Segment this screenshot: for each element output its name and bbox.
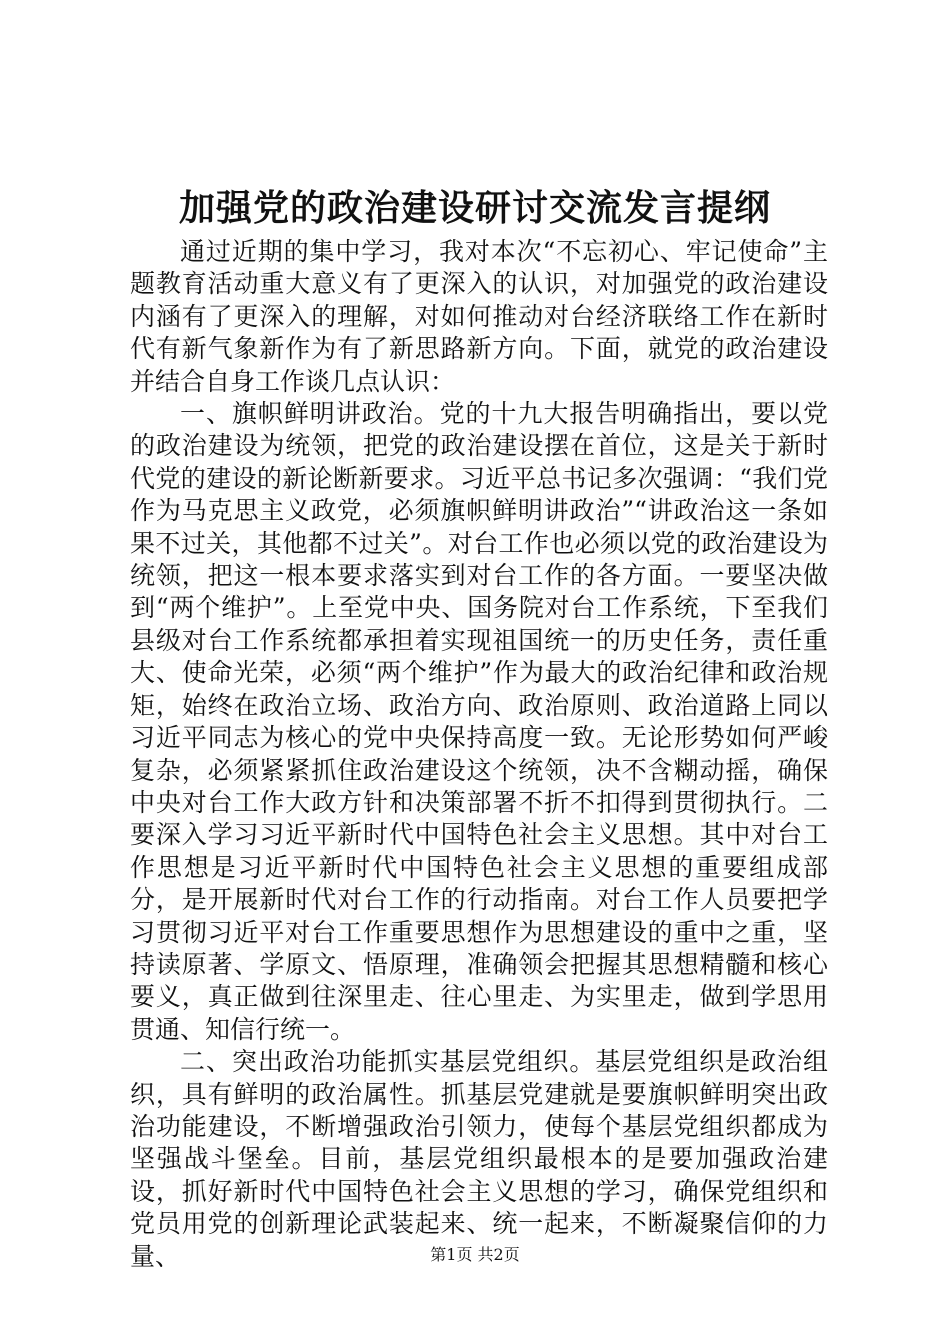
document-body [130, 236, 828, 1273]
document-title: 加强党的政治建设研讨交流发言提纲 [178, 187, 771, 229]
paragraph-intro: 通过近期的集中学习，我对本次“不忘初心、牢记使命”主题教育活动重大意义有了更深入的认识，对加强党的政治建设内涵有了更深入的理解，对如何推动对台经济联络工作在新时代有新气象新作为有了新思路新方向。下面，就党的政治建设并结合自身工作谈几点认识： [130, 237, 828, 396]
page-number-footer: 第1页 共2页 [430, 1245, 520, 1264]
paragraph-section-one: 一、旗帜鲜明讲政治。党的十九大报告明确指出，要以党的政治建设为统领，把党的政治建设摆在首位，这是关于新时代党的建设的新论断新要求。习近平总书记多次强调：“我们党作为马克思主义政党，必须旗帜鲜明讲政治”“讲政治这一条如果不过关，其他都不过关”。对台工作也必须以党的政治建设为统领，把这一根本要求落实到对台工作的各方面。一要坚决做到“两个维护”。上至党中央、国务院对台工作系统，下至我们县级对台工作系统都承担着实现祖国统一的历史任务，责任重大、使命光荣，必须“两个维护”作为最大的政治纪律和政治规矩，始终在政治立场、政治方向、政治原则、政治道路上同以习近平同志为核心的党中央保持高度一致。无论形势如何严峻复杂，必须紧紧抓住政治建设这个统领，决不含糊动摇，确保中央对台工作大政方针和决策部署不折不扣得到贯彻执行。二要深入学习习近平新时代中国特色社会主义思想。其中对台工作思想是习近平新时代中国特色社会主义思想的重要组成部分，是开展新时代对台工作的行动指南。对台工作人员要把学习贯彻习近平对台工作重要思想作为思想建设的重中之重，坚持读原著、学原文、悟原理，准确领会把握其思想精髓和核心要义，真正做到往深里走、往心里走、为实里走，做到学思用贯通、知信行统一。 [130, 399, 828, 1044]
paragraph-section-two: 二、突出政治功能抓实基层党组织。基层党组织是政治组织，具有鲜明的政治属性。抓基层党建就是要旗帜鲜明突出政治功能建设，不断增强政治引领力，使每个基层党组织都成为坚强战斗堡垒。目前，基层党组织最根本的是要加强政治建设，抓好新时代中国特色社会主义思想的学习，确保党组织和党员用党的创新理论武装起来、统一起来，不断凝聚信仰的力量、 [130, 1047, 828, 1271]
